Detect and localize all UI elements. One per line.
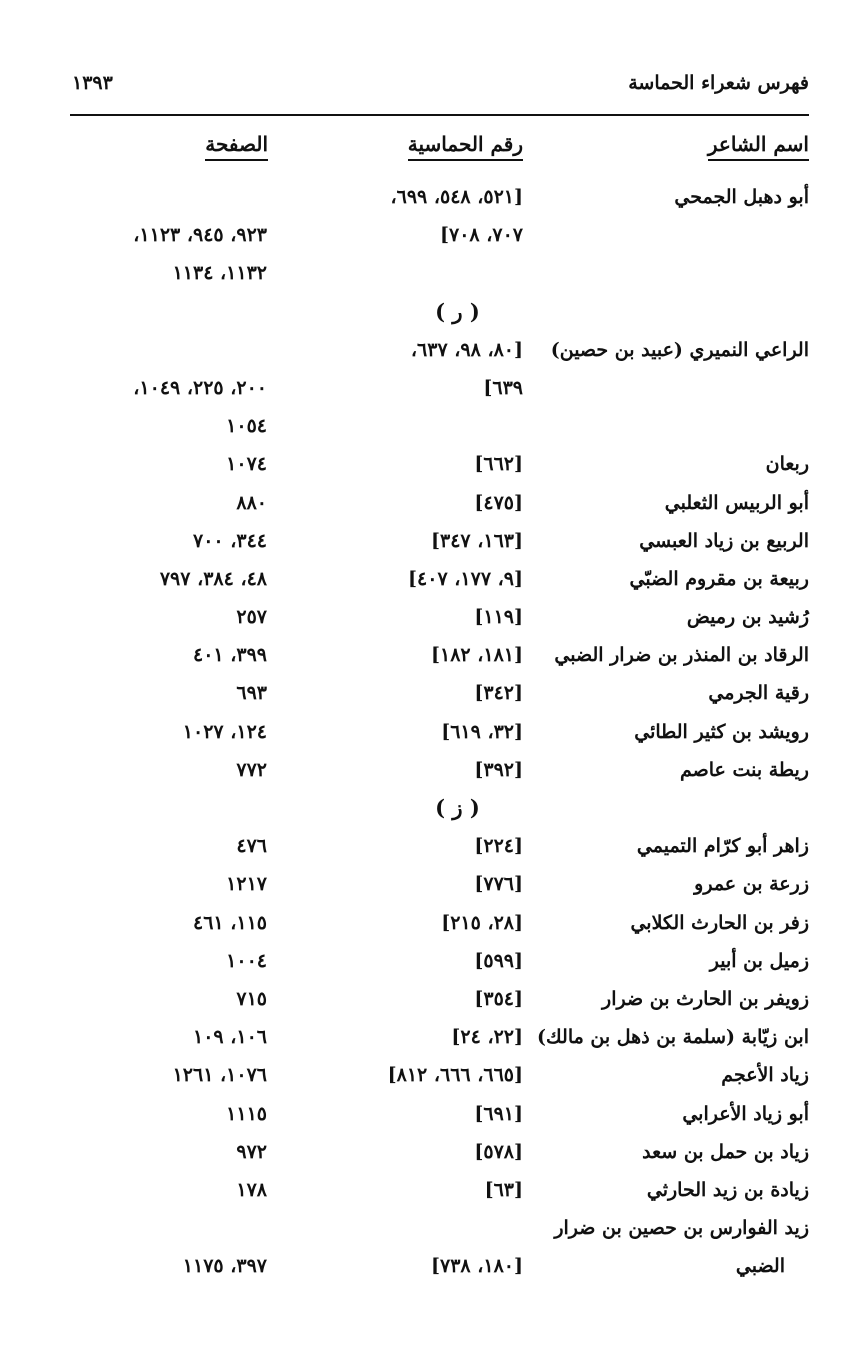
- page-references: ١١٥، ٤٦١: [193, 911, 267, 934]
- hamasa-numbers: [٥٧٨]: [474, 1140, 523, 1163]
- page-references: ٩٢٣، ٩٤٥، ١١٢٣،: [133, 224, 267, 247]
- section-letter: ( ز ): [435, 795, 480, 820]
- running-header-title: فهرس شعراء الحماسة: [628, 72, 809, 94]
- page-references: ١٧٨: [236, 1178, 267, 1201]
- poet-name: الربيع بن زياد العبسي: [639, 529, 809, 552]
- index-row: [0, 827, 855, 865]
- poet-name: ابن زيّابة (سلمة بن ذهل بن مالك): [537, 1026, 809, 1049]
- poet-name: زويفر بن الحارث بن ضرار: [602, 987, 809, 1010]
- hamasa-numbers: ٦٣٩]: [483, 376, 523, 399]
- hamasa-numbers: [٥٩٩]: [474, 949, 523, 972]
- index-row: [0, 178, 855, 216]
- poet-name: ربيعة بن مقروم الضبّي: [629, 567, 809, 590]
- poet-name: زميل بن أبير: [709, 949, 809, 972]
- page-references: ٢٥٧: [236, 606, 267, 629]
- poet-name: أبو زياد الأعرابي: [682, 1102, 809, 1125]
- index-row: [0, 904, 855, 942]
- index-row: [0, 331, 855, 369]
- hamasa-numbers: [٢٢، ٢٤]: [451, 1026, 523, 1049]
- column-header-hamasa-number: رقم الحماسية: [408, 132, 523, 161]
- page-references: ٦٩٣: [236, 682, 267, 705]
- poet-name: الضبي: [735, 1255, 785, 1278]
- hamasa-numbers: [٣٩٢]: [474, 758, 523, 781]
- poet-name: زاهر أبو كرّام التميمي: [636, 835, 809, 858]
- index-table: [0, 178, 855, 1285]
- hamasa-numbers: [٦٦٥، ٦٦٦، ٨١٢]: [387, 1064, 523, 1087]
- index-row: [0, 445, 855, 483]
- page-references: ٤٨، ٣٨٤، ٧٩٧: [159, 567, 267, 590]
- hamasa-numbers: [٩، ١٧٧، ٤٠٧]: [408, 567, 523, 590]
- page-references: ٣٩٧، ١١٧٥: [182, 1255, 267, 1278]
- hamasa-numbers: [٢٢٤]: [474, 835, 523, 858]
- page-references: ١٠٧٦، ١٢٦١: [172, 1064, 267, 1087]
- poet-name: زياد بن حمل بن سعد: [642, 1140, 809, 1163]
- section-letter-heading: [0, 293, 855, 331]
- page-references: ٧١٥: [236, 987, 267, 1010]
- index-row: [0, 942, 855, 980]
- hamasa-numbers: [٨٠، ٩٨، ٦٣٧،: [410, 338, 523, 361]
- index-row: [0, 1171, 855, 1209]
- hamasa-numbers: [١٦٣، ٣٤٧]: [431, 529, 523, 552]
- index-row: [0, 560, 855, 598]
- hamasa-numbers: [٣٤٢]: [474, 682, 523, 705]
- hamasa-numbers: [٥٢١، ٥٤٨، ٦٩٩،: [390, 186, 523, 208]
- column-header-poet: اسم الشاعر: [708, 132, 809, 161]
- page-references: ١٠٧٤: [226, 453, 267, 476]
- hamasa-numbers: [٣٢، ٦١٩]: [441, 720, 523, 743]
- index-row: [0, 598, 855, 636]
- page-references: ١٠٥٤: [226, 415, 267, 438]
- hamasa-numbers: [١٨١، ١٨٢]: [431, 644, 523, 667]
- hamasa-numbers: [٧٧٦]: [474, 873, 523, 896]
- section-letter: ( ر ): [435, 298, 480, 324]
- poet-name: زيادة بن زيد الحارثي: [646, 1178, 809, 1201]
- index-row: [0, 713, 855, 751]
- poet-name: رويشد بن كثير الطائي: [634, 720, 809, 743]
- hamasa-numbers: [١٨٠، ٧٣٨]: [431, 1255, 523, 1278]
- poet-name: رُشيد بن رميض: [686, 606, 809, 629]
- index-row: [0, 369, 855, 407]
- index-row: [0, 865, 855, 903]
- hamasa-numbers: [٣٥٤]: [474, 987, 523, 1010]
- poet-name: الرقاد بن المنذر بن ضرار الضبي: [554, 644, 809, 667]
- hamasa-numbers: [٢٨، ٢١٥]: [441, 911, 523, 934]
- hamasa-numbers: [٤٧٥]: [474, 491, 523, 514]
- poet-name: أبو الربيس الثعلبي: [664, 491, 809, 514]
- page-references: ٧٧٢: [236, 758, 267, 781]
- index-row: [0, 636, 855, 674]
- poet-name: ريطة بنت عاصم: [679, 758, 809, 781]
- column-header-page: الصفحة: [205, 132, 268, 161]
- index-row: [0, 1056, 855, 1094]
- index-row: [0, 751, 855, 789]
- index-row: [0, 254, 855, 292]
- page-references: ١٠٦، ١٠٩: [193, 1026, 267, 1049]
- hamasa-numbers: [٦٩١]: [474, 1102, 523, 1125]
- poet-name: زفر بن الحارث الكلابي: [630, 911, 809, 934]
- page-references: ٢٠٠، ٢٢٥، ١٠٤٩،: [133, 376, 267, 399]
- page-references: ٩٧٢: [236, 1140, 267, 1163]
- index-row: [0, 1247, 855, 1285]
- index-row: [0, 407, 855, 445]
- page-references: ١١٣٢، ١١٣٤: [172, 262, 267, 285]
- section-letter-heading: [0, 789, 855, 827]
- index-row: [0, 522, 855, 560]
- poet-name: ربعان: [765, 453, 809, 476]
- header-rule: [70, 114, 809, 116]
- poet-name: الراعي النميري (عبيد بن حصين): [550, 338, 809, 361]
- poet-name: زيد الفوارس بن حصين بن ضرار: [554, 1217, 809, 1240]
- hamasa-numbers: ٧٠٧، ٧٠٨]: [440, 224, 523, 247]
- hamasa-numbers: [٦٣]: [484, 1178, 523, 1201]
- poet-name: زرعة بن عمرو: [694, 873, 809, 896]
- index-row: [0, 1095, 855, 1133]
- index-row: [0, 980, 855, 1018]
- index-row: [0, 216, 855, 254]
- hamasa-numbers: [١١٩]: [474, 606, 523, 629]
- page-references: ٣٩٩، ٤٠١: [193, 644, 267, 667]
- poet-name: أبو دهبل الجمحي: [674, 186, 809, 208]
- page-references: ١٠٠٤: [226, 949, 267, 972]
- index-row: [0, 1133, 855, 1171]
- page-references: ١١١٥: [226, 1102, 267, 1125]
- index-row: [0, 1209, 855, 1247]
- poet-name: رقية الجرمي: [708, 682, 809, 705]
- page-references: ٤٧٦: [236, 835, 267, 858]
- index-row: [0, 674, 855, 712]
- page-references: ٣٤٤، ٧٠٠: [193, 529, 267, 552]
- page-references: ٨٨٠: [236, 491, 267, 514]
- poet-name: زياد الأعجم: [721, 1064, 809, 1087]
- page-number: ١٣٩٣: [72, 72, 113, 94]
- hamasa-numbers: [٦٦٢]: [474, 453, 523, 476]
- index-row: [0, 1018, 855, 1056]
- index-row: [0, 484, 855, 522]
- page-references: ١٢١٧: [226, 873, 267, 896]
- page-references: ١٢٤، ١٠٢٧: [182, 720, 267, 743]
